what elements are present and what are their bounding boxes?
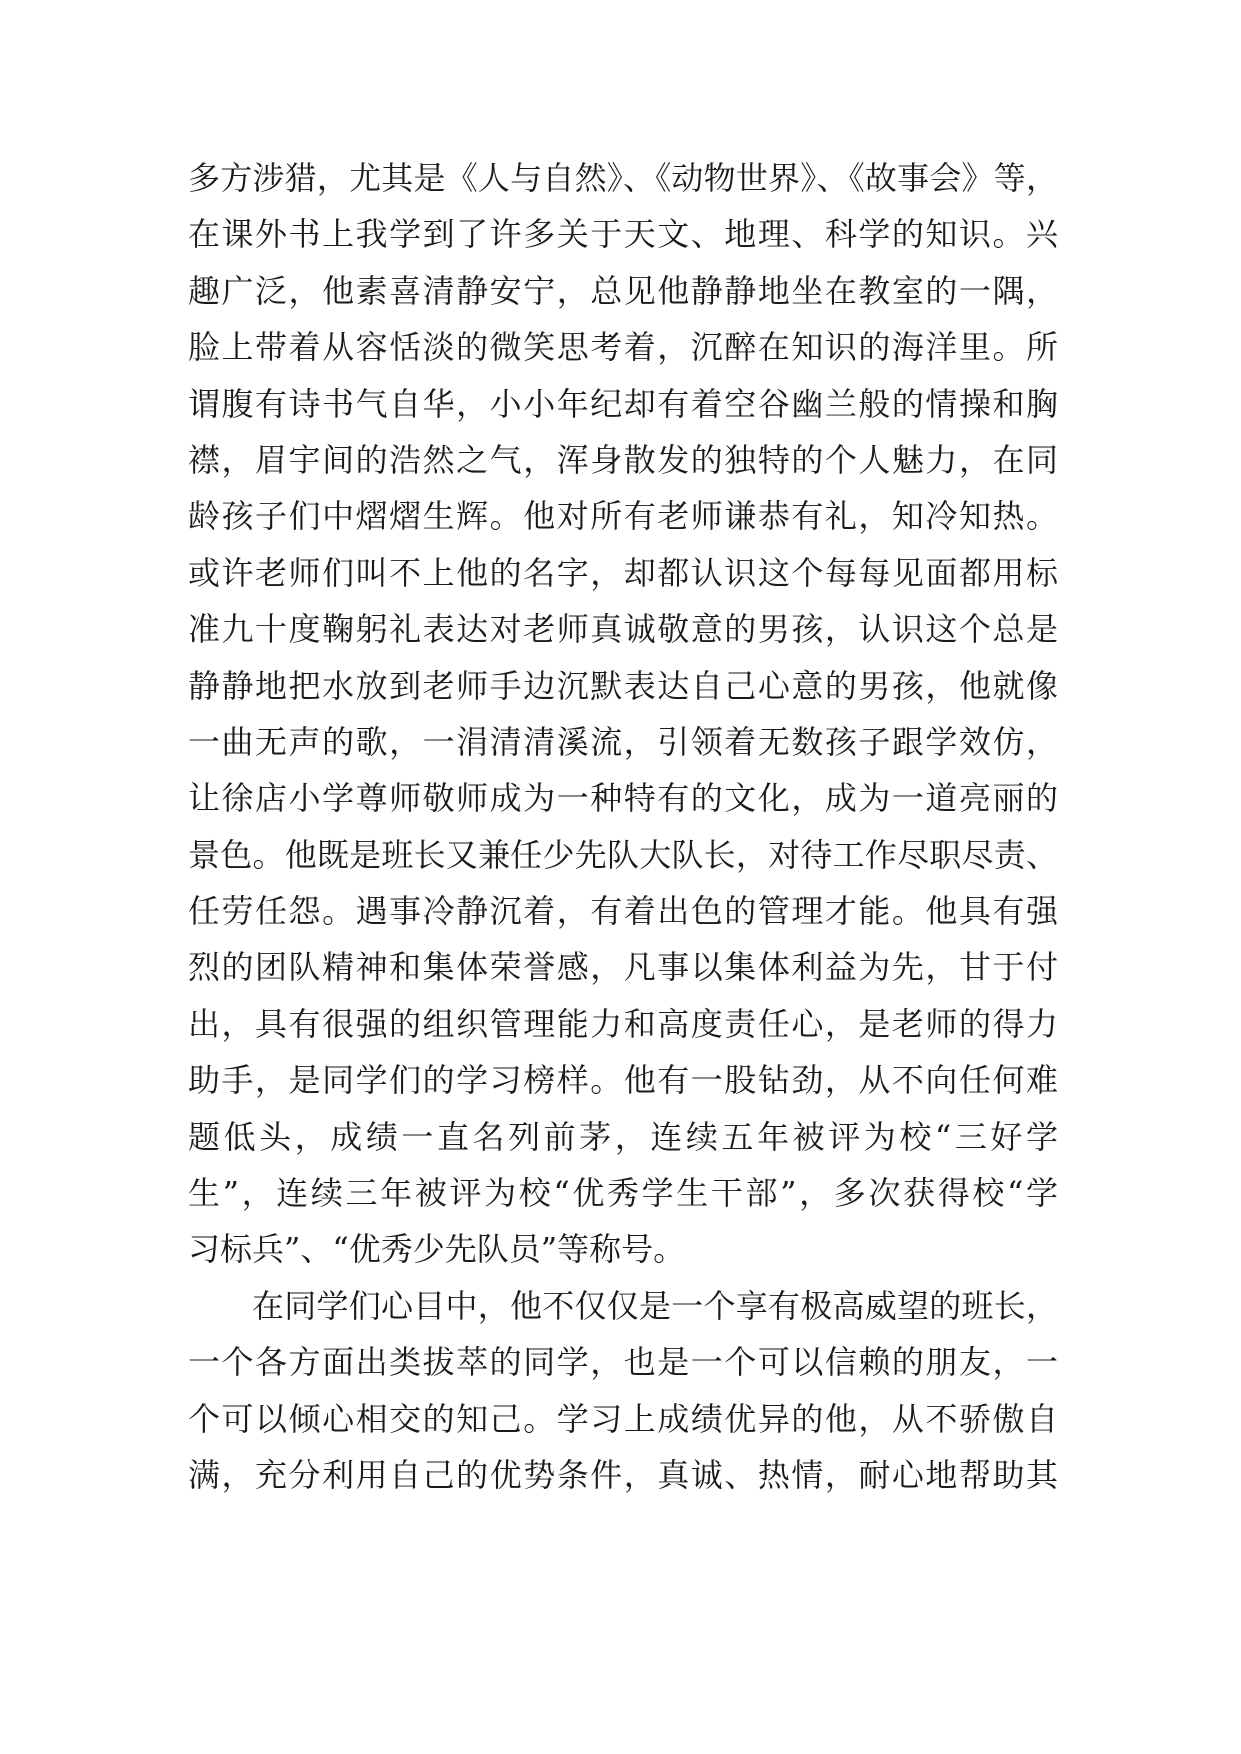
text-line: 一曲无声的歌，一涓清清溪流，引领着无数孩子跟学效仿， [188,722,1058,761]
text-line: 满，充分利用自己的优势条件，真诚、热情，耐心地帮助其 [188,1455,1058,1494]
text-line: 个可以倾心相交的知己。学习上成绩优异的他，从不骄傲自 [188,1399,1058,1438]
text-line: 静静地把水放到老师手边沉默表达自己心意的男孩，他就像 [188,666,1058,705]
text-line: 谓腹有诗书气自华，小小年纪却有着空谷幽兰般的情操和胸 [188,384,1058,423]
text-line: 趣广泛，他素喜清静安宁，总见他静静地坐在教室的一隅， [188,271,1058,310]
text-line: 龄孩子们中熠熠生辉。他对所有老师谦恭有礼，知冷知热。 [188,497,1058,536]
text-line: 任劳任怨。遇事冷静沉着，有着出色的管理才能。他具有强 [188,892,1058,931]
text-line: 景色。他既是班长又兼任少先队大队长，对待工作尽职尽责、 [188,835,1058,874]
text-line: 或许老师们叫不上他的名字，却都认识这个每每见面都用标 [188,553,1058,592]
text-line: 生”，连续三年被评为校“优秀学生干部”，多次获得校“学 [188,1174,1058,1213]
text-line: 出，具有很强的组织管理能力和高度责任心，是老师的得力 [188,1004,1058,1043]
text-line: 准九十度鞠躬礼表达对老师真诚敬意的男孩，认识这个总是 [188,610,1058,649]
text-line: 脸上带着从容恬淡的微笑思考着，沉醉在知识的海洋里。所 [188,328,1058,367]
text-line: 烈的团队精神和集体荣誉感，凡事以集体利益为先，甘于付 [188,948,1058,987]
text-line: 多方涉猎，尤其是《人与自然》、《动物世界》、《故事会》等， [188,159,1058,197]
text-line: 题低头，成绩一直名列前茅，连续五年被评为校“三好学 [188,1117,1058,1156]
text-line: 一个各方面出类拔萃的同学，也是一个可以信赖的朋友，一 [188,1343,1058,1382]
text-line: 在课外书上我学到了许多关于天文、地理、科学的知识。兴 [188,215,1058,254]
text-line: 助手，是同学们的学习榜样。他有一股钻劲，从不向任何难 [188,1061,1058,1100]
text-line: 襟，眉宇间的浩然之气，浑身散发的独特的个人魅力，在同 [188,440,1058,479]
body-text [188,150,1058,1503]
text-line-paragraph-start: 在同学们心目中，他不仅仅是一个享有极高威望的班长， [252,1286,1058,1325]
text-line: 让徐店小学尊师敬师成为一种特有的文化，成为一道亮丽的 [188,779,1058,818]
text-line-paragraph-end: 习标兵”、“优秀少先队员”等称号。 [188,1230,686,1269]
